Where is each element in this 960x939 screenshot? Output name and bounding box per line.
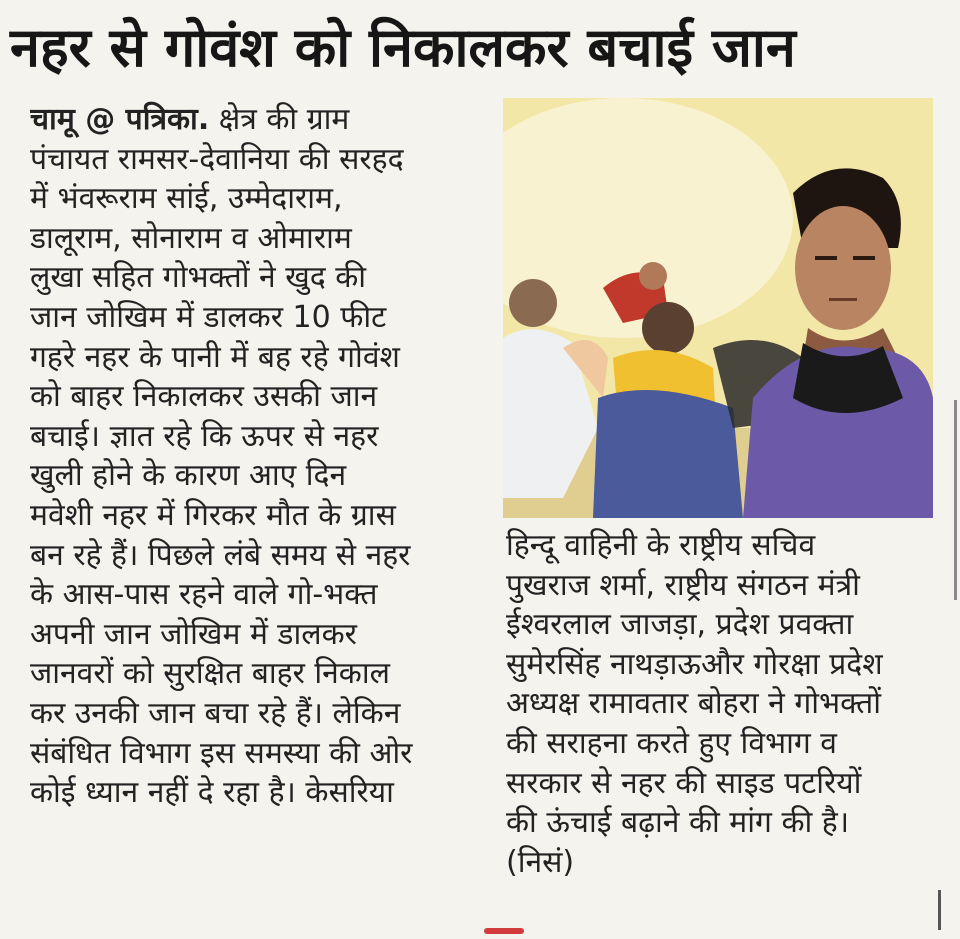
- article-line: सरकार से नहर की साइड पटरियों: [506, 765, 862, 801]
- article-line: संबंधित विभाग इस समस्या की ओर: [30, 735, 413, 771]
- page-edge-rule: [954, 400, 957, 600]
- news-photo: [503, 98, 933, 518]
- article-line: पंचायत रामसर-देवानिया की सरहद: [30, 141, 404, 177]
- article-line: की ऊंचाई बढ़ाने की मांग की है।: [506, 805, 850, 841]
- article-line: जानवरों को सुरक्षित बाहर निकाल: [30, 656, 390, 692]
- article-line: खुली होने के कारण आए दिन: [30, 458, 347, 494]
- article-line: मवेशी नहर में गिरकर मौत के ग्रास: [30, 497, 396, 533]
- news-photo-illustration: [503, 98, 933, 518]
- article-line: के आस-पास रहने वाले गो-भक्त: [30, 577, 378, 613]
- article-credit: (निसं): [506, 844, 575, 880]
- article-line: कर उनकी जान बचा रहे हैं। लेकिन: [30, 695, 401, 731]
- article-line: जान जोखिम में डालकर 10 फीट: [30, 299, 387, 335]
- column-rule: [938, 890, 941, 930]
- article-line: लुखा सहित गोभक्तों ने खुद की: [30, 260, 367, 296]
- article-column-left: [30, 100, 466, 813]
- article-column-right: [506, 526, 934, 882]
- article-line: [30, 100, 466, 140]
- article-line: कोई ध्यान नहीं दे रहा है। केसरिया: [30, 775, 394, 811]
- article-line: डालूराम, सोनाराम व ओमाराम: [30, 220, 352, 256]
- article-line: की सराहना करते हुए विभाग व: [506, 725, 837, 761]
- article-line: सुमेरसिंह नाथड़ाऊऔर गोरक्षा प्रदेश: [506, 646, 883, 682]
- article-line: ईश्वरलाल जाजड़ा, प्रदेश प्रवक्ता: [506, 607, 854, 643]
- accent-mark: [484, 928, 524, 934]
- article-line: अपनी जान जोखिम में डालकर: [30, 616, 357, 652]
- article-line: अध्यक्ष रामावतार बोहरा ने गोभक्तों: [506, 686, 882, 722]
- article-line: को बाहर निकालकर उसकी जान: [30, 379, 378, 415]
- dateline: चामू @ पत्रिका.: [30, 102, 210, 137]
- article-line: बचाई। ज्ञात रहे कि ऊपर से नहर: [30, 418, 379, 454]
- article-line: बन रहे हैं। पिछले लंबे समय से नहर: [30, 537, 411, 573]
- headline: नहर से गोवंश को निकालकर बचाई जान: [10, 16, 796, 79]
- article-line-text: क्षेत्र की ग्राम: [218, 102, 350, 137]
- article-line: पुखराज शर्मा, राष्ट्रीय संगठन मंत्री: [506, 567, 860, 603]
- article-line: गहरे नहर के पानी में बह रहे गोवंश: [30, 339, 400, 375]
- article-line: हिन्दू वाहिनी के राष्ट्रीय सचिव: [506, 528, 816, 563]
- article-line: में भंवरूराम सांई, उम्मेदाराम,: [30, 181, 343, 217]
